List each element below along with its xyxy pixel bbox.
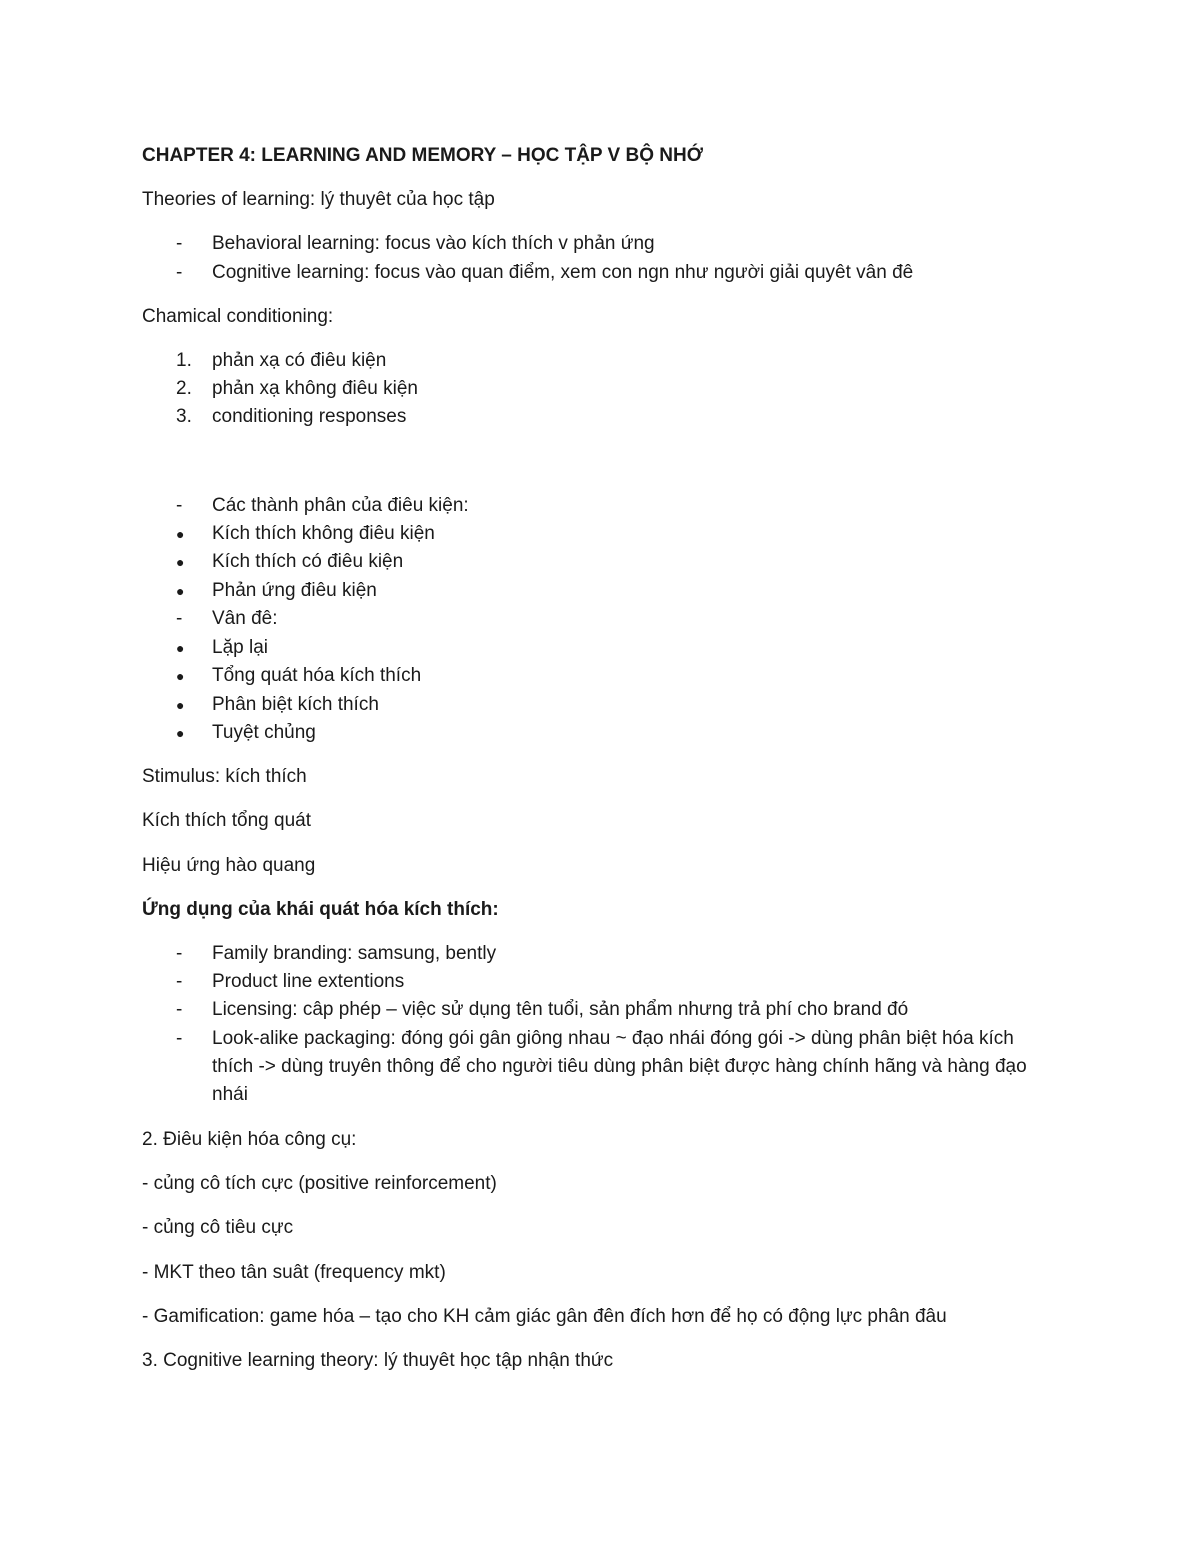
list-item-text: Family branding: samsung, bently xyxy=(212,943,497,964)
list-item-text: Cognitive learning: focus vào quan điểm, xem con ngn như người giải quyêt vân đê xyxy=(212,262,914,283)
list-item-text: Licensing: câp phép – việc sử dụng tên tuổi, sản phẩm nhưng trả phí cho brand đó xyxy=(212,999,909,1020)
application-heading: Ứng dụng của khái quát hóa kích thích: xyxy=(142,899,499,920)
dash-marker: - xyxy=(176,943,183,964)
item-number: 3. xyxy=(176,406,192,427)
theories-heading: Theories of learning: lý thuyêt của học tập xyxy=(142,189,495,210)
list-item-text: Look-alike packaging: đóng gói gân giông nhau ~ đạo nhái đóng gói -> dùng phân biệt hóa kích thích -> dùng truyên thông để cho người tiêu dùng phân biệt được hàng chính hãng và hàng đạo nhái xyxy=(212,1028,1027,1105)
list-item-text: Lặp lại xyxy=(212,637,268,658)
item-number: 2. xyxy=(176,378,192,399)
list-item-text: conditioning responses xyxy=(212,406,407,427)
dash-marker: - xyxy=(176,1028,183,1049)
bullet-marker: ● xyxy=(176,554,185,570)
list-item-text: Vân đê: xyxy=(212,608,278,629)
dash-marker: - xyxy=(176,999,183,1020)
list-item-text: Tổng quát hóa kích thích xyxy=(212,665,422,686)
instrumental-line: - MKT theo tân suât (frequency mkt) xyxy=(142,1262,446,1283)
general-line: Kích thích tổng quát xyxy=(142,810,312,831)
bullet-marker: ● xyxy=(176,526,185,542)
dash-marker: - xyxy=(176,495,183,516)
instrumental-line: - củng cô tích cực (positive reinforcement) xyxy=(142,1173,497,1194)
dash-marker: - xyxy=(176,608,183,629)
list-item-text: Phân biệt kích thích xyxy=(212,694,379,715)
list-item-text: phản xạ có điêu kiện xyxy=(212,350,387,371)
item-number: 1. xyxy=(176,350,192,371)
halo-line: Hiệu ứng hào quang xyxy=(142,855,316,876)
instrumental-line: - Gamification: game hóa – tạo cho KH cảm giác gân đên đích hơn để họ có động lực phân đâu xyxy=(142,1306,947,1327)
list-item-text: Kích thích không điêu kiện xyxy=(212,523,435,544)
bullet-marker: ● xyxy=(176,697,185,713)
page-title: CHAPTER 4: LEARNING AND MEMORY – HỌC TẬP V BỘ NHỚ xyxy=(142,145,703,166)
dash-marker: - xyxy=(176,971,183,992)
dash-marker: - xyxy=(176,262,183,283)
instrumental-heading: 2. Điêu kiện hóa công cụ: xyxy=(142,1129,357,1150)
instrumental-line: - củng cô tiêu cực xyxy=(142,1217,294,1238)
bullet-marker: ● xyxy=(176,583,185,599)
list-item-text: Các thành phân của điêu kiện: xyxy=(212,495,469,516)
cognitive-heading: 3. Cognitive learning theory: lý thuyêt học tập nhận thức xyxy=(142,1350,614,1371)
bullet-marker: ● xyxy=(176,725,185,741)
list-item-text: Tuyệt chủng xyxy=(212,722,316,743)
list-item-text: Behavioral learning: focus vào kích thích v phản ứng xyxy=(212,233,655,254)
list-item-text: Phản ứng điêu kiện xyxy=(212,580,377,601)
stimulus-line: Stimulus: kích thích xyxy=(142,766,307,787)
chamical-heading: Chamical conditioning: xyxy=(142,306,334,327)
list-item-text: Kích thích có điêu kiện xyxy=(212,551,404,572)
bullet-marker: ● xyxy=(176,640,185,656)
bullet-marker: ● xyxy=(176,668,185,684)
list-item-text: phản xạ không điêu kiện xyxy=(212,378,418,399)
list-item-text: Product line extentions xyxy=(212,971,405,992)
dash-marker: - xyxy=(176,233,183,254)
